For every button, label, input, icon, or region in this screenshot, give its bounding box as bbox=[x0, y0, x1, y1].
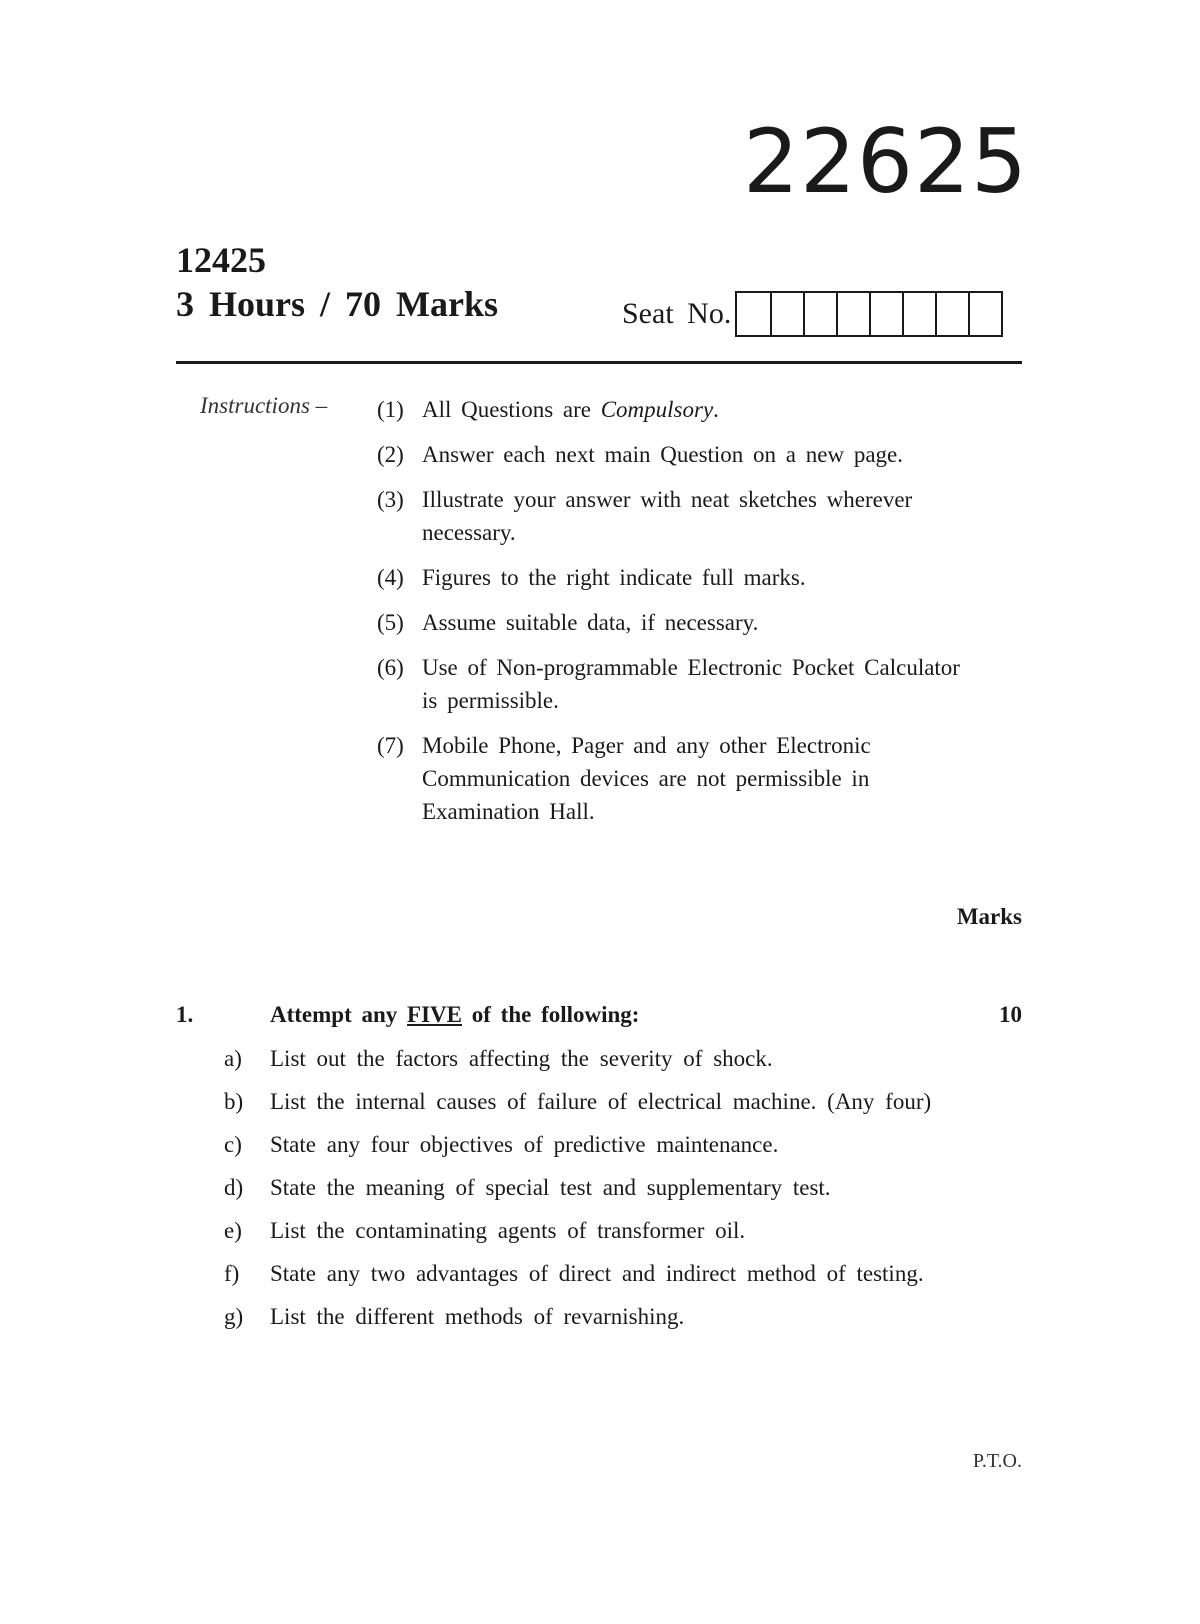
seat-box[interactable] bbox=[836, 293, 869, 335]
marks-column-heading: Marks bbox=[956, 904, 1022, 929]
question-text-part: of the following: bbox=[462, 1002, 640, 1027]
question-text bbox=[270, 1002, 639, 1028]
instruction-number: (6) bbox=[377, 655, 404, 680]
seat-box[interactable] bbox=[770, 293, 803, 335]
subquestion bbox=[224, 1258, 964, 1290]
please-turn-over: P.T.O. bbox=[972, 1450, 1022, 1472]
subquestion-label: f) bbox=[224, 1261, 240, 1286]
seat-label: Seat No. bbox=[622, 297, 732, 330]
subquestion bbox=[224, 1172, 964, 1204]
header-divider bbox=[176, 361, 1022, 364]
instruction-number: (2) bbox=[377, 442, 404, 467]
subquestion-label: d) bbox=[224, 1175, 244, 1200]
subquestion-label: e) bbox=[224, 1218, 242, 1243]
seat-box[interactable] bbox=[935, 293, 968, 335]
subquestion bbox=[224, 1301, 964, 1333]
subquestion bbox=[224, 1129, 964, 1161]
instruction-text-part: All Questions are bbox=[422, 397, 601, 422]
instructions-label: Instructions – bbox=[200, 393, 328, 418]
subquestion-text: List the contaminating agents of transformer oil. bbox=[270, 1218, 746, 1243]
question-text-emphasis: FIVE bbox=[407, 1002, 462, 1027]
seat-box[interactable] bbox=[869, 293, 902, 335]
subquestion-list bbox=[224, 1043, 964, 1344]
subquestion-text: State any two advantages of direct and indirect method of testing. bbox=[270, 1261, 924, 1286]
seat-boxes bbox=[735, 291, 1003, 337]
instruction-number: (5) bbox=[377, 610, 404, 635]
subquestion-label: a) bbox=[224, 1046, 242, 1071]
instruction-text-part: . bbox=[713, 397, 719, 422]
seat-box[interactable] bbox=[968, 293, 1001, 335]
instruction-text bbox=[422, 393, 977, 426]
instruction-item bbox=[377, 651, 977, 717]
instruction-number: (4) bbox=[377, 565, 404, 590]
question-text-part: Attempt any bbox=[270, 1002, 408, 1027]
question-number: 1. bbox=[176, 1002, 194, 1027]
subquestion-text: State any four objectives of predictive maintenance. bbox=[270, 1132, 779, 1157]
subquestion bbox=[224, 1086, 964, 1118]
instruction-text: Figures to the right indicate full marks. bbox=[422, 565, 806, 590]
instruction-item bbox=[377, 561, 977, 594]
instruction-item bbox=[377, 483, 977, 549]
subquestion-label: g) bbox=[224, 1304, 244, 1329]
instruction-text: Illustrate your answer with neat sketches wherever necessary. bbox=[422, 487, 913, 545]
subquestion-label: b) bbox=[224, 1089, 244, 1114]
instruction-text: Assume suitable data, if necessary. bbox=[422, 610, 759, 635]
instruction-item bbox=[377, 393, 977, 426]
subquestion-text: List the internal causes of failure of electrical machine. (Any four) bbox=[270, 1089, 932, 1114]
seat-box[interactable] bbox=[902, 293, 935, 335]
instruction-item bbox=[377, 729, 977, 828]
question-marks: 10 bbox=[999, 1002, 1022, 1027]
subquestion-text: State the meaning of special test and supplementary test. bbox=[270, 1175, 831, 1200]
instruction-text: Use of Non-programmable Electronic Pocket Calculator is permissible. bbox=[422, 655, 960, 713]
instruction-number: (1) bbox=[377, 397, 404, 422]
seat-box[interactable] bbox=[803, 293, 836, 335]
subquestion bbox=[224, 1043, 964, 1075]
instruction-number: (3) bbox=[377, 487, 404, 512]
instruction-text: Answer each next main Question on a new page. bbox=[422, 442, 903, 467]
instructions-list bbox=[377, 393, 977, 840]
instruction-item bbox=[377, 438, 977, 471]
instruction-text-emphasis: Compulsory bbox=[600, 397, 714, 422]
subquestion-text: List out the factors affecting the severity of shock. bbox=[270, 1046, 773, 1071]
subquestion bbox=[224, 1215, 964, 1247]
duration-marks: 3 Hours / 70 Marks bbox=[176, 284, 499, 324]
subquestion-label: c) bbox=[224, 1132, 242, 1157]
subquestion-text: List the different methods of revarnishing. bbox=[270, 1304, 685, 1329]
instruction-number: (7) bbox=[377, 733, 404, 758]
instruction-text: Mobile Phone, Pager and any other Electronic Communication devices are not permissible in Examination Hall. bbox=[422, 733, 871, 824]
paper-code: 12425 bbox=[176, 240, 266, 280]
seat-box[interactable] bbox=[737, 293, 770, 335]
instruction-item bbox=[377, 606, 977, 639]
subject-code: 22625 bbox=[743, 110, 1028, 213]
seat-number-field bbox=[622, 291, 1003, 337]
